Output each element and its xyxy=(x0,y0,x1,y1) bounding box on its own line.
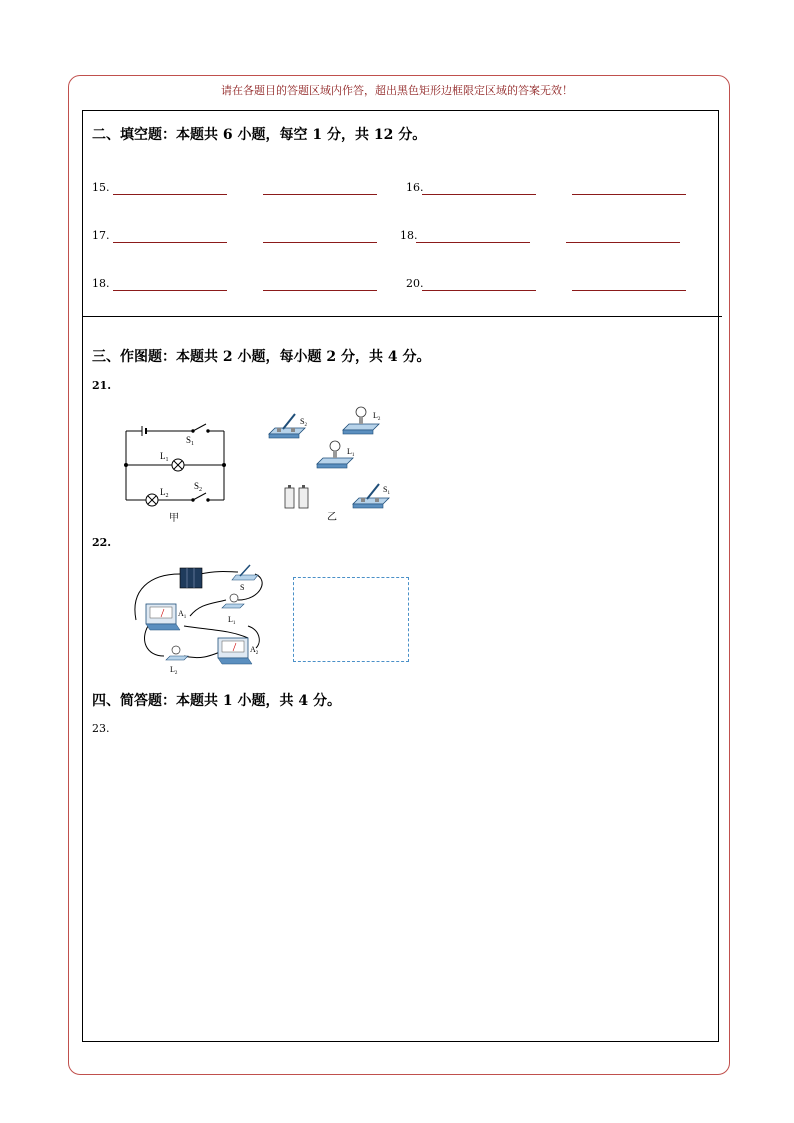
answer-area-23[interactable] xyxy=(92,740,712,1035)
q23-label: 23. xyxy=(92,722,110,735)
answer-blank-17b[interactable] xyxy=(263,242,377,243)
q20-label: 20. xyxy=(406,277,424,290)
components-diagram-yi xyxy=(265,400,400,525)
q22-label: 22. xyxy=(92,536,112,549)
s2-label: S xyxy=(194,481,200,491)
svg-text:L2 xyxy=(160,487,169,499)
answer-blank-18b[interactable] xyxy=(566,242,680,243)
answer-blank-16a[interactable] xyxy=(422,194,536,195)
drawing-answer-box-22[interactable] xyxy=(293,577,409,662)
section3-title: 三、作图题：本题共 2 小题，每小题 2 分，共 4 分。 xyxy=(92,349,431,365)
circuit-physical-22 xyxy=(130,560,270,678)
q18-label-a: 18. xyxy=(400,229,418,242)
svg-text:A1: $A_1$ xyxy=(178,609,187,620)
ammeter-a2-icon xyxy=(218,638,252,664)
q21-label: 21. xyxy=(92,379,112,392)
answer-blank-19a[interactable] xyxy=(113,290,227,291)
q17-label: 17. xyxy=(92,229,110,242)
answer-blank-20b[interactable] xyxy=(572,290,686,291)
section4-title: 四、简答题：本题共 1 小题，共 4 分。 xyxy=(92,693,341,709)
svg-text:S2 xyxy=(194,481,202,493)
svg-text:L2: $L_2$ xyxy=(170,665,178,676)
q16-label: 16. xyxy=(406,181,424,194)
battery-pack-icon xyxy=(180,568,202,588)
svg-text:S2: $S_2$ xyxy=(300,417,307,428)
svg-text:A2: $A_2$ xyxy=(250,645,259,656)
svg-text:S1: $S_1$ xyxy=(383,485,390,496)
s2-sub: 2 xyxy=(199,487,203,493)
switch-s-icon xyxy=(232,565,258,580)
figure-yi-label: 乙 xyxy=(327,512,337,523)
q15-label: 15. xyxy=(92,181,110,194)
answer-blank-20a[interactable] xyxy=(422,290,536,291)
bulb-l1-physical-icon xyxy=(222,594,244,608)
ammeter-a1-icon xyxy=(146,604,180,630)
answer-blank-15a[interactable] xyxy=(113,194,227,195)
answer-blank-18a[interactable] xyxy=(416,242,530,243)
warning-text: 请在各题目的答题区域内作答，超出黑色矩形边框限定区域的答案无效！ xyxy=(221,84,573,97)
figure-jia-label: 甲 xyxy=(169,513,179,524)
l2-sub: 2 xyxy=(165,493,169,499)
s1-sub: 1 xyxy=(191,441,195,447)
l2-label: L xyxy=(160,487,166,497)
switch-s-label: S xyxy=(240,583,245,592)
svg-text:L1: $L_1$ xyxy=(347,447,355,458)
section2-title: 二、填空题：本题共 6 小题，每空 1 分，共 12 分。 xyxy=(92,127,427,143)
svg-text:L1: $L_1$ xyxy=(228,615,236,626)
l1-label: L xyxy=(160,451,166,461)
answer-blank-15b[interactable] xyxy=(263,194,377,195)
section-divider xyxy=(82,316,722,317)
answer-blank-19b[interactable] xyxy=(263,290,377,291)
answer-blank-17a[interactable] xyxy=(113,242,227,243)
svg-text:L1 xyxy=(160,451,169,463)
svg-text:S1 xyxy=(186,435,194,447)
s1-label: S xyxy=(186,435,192,445)
answer-blank-16b[interactable] xyxy=(572,194,686,195)
bulb-l2-physical-icon xyxy=(166,646,188,660)
svg-text:L2: $L_2$ xyxy=(373,411,381,422)
circuit-diagram-jia xyxy=(120,415,232,525)
battery-icon xyxy=(285,485,308,508)
q18-label-b: 18. xyxy=(92,277,110,290)
l1-sub: 1 xyxy=(165,457,169,463)
